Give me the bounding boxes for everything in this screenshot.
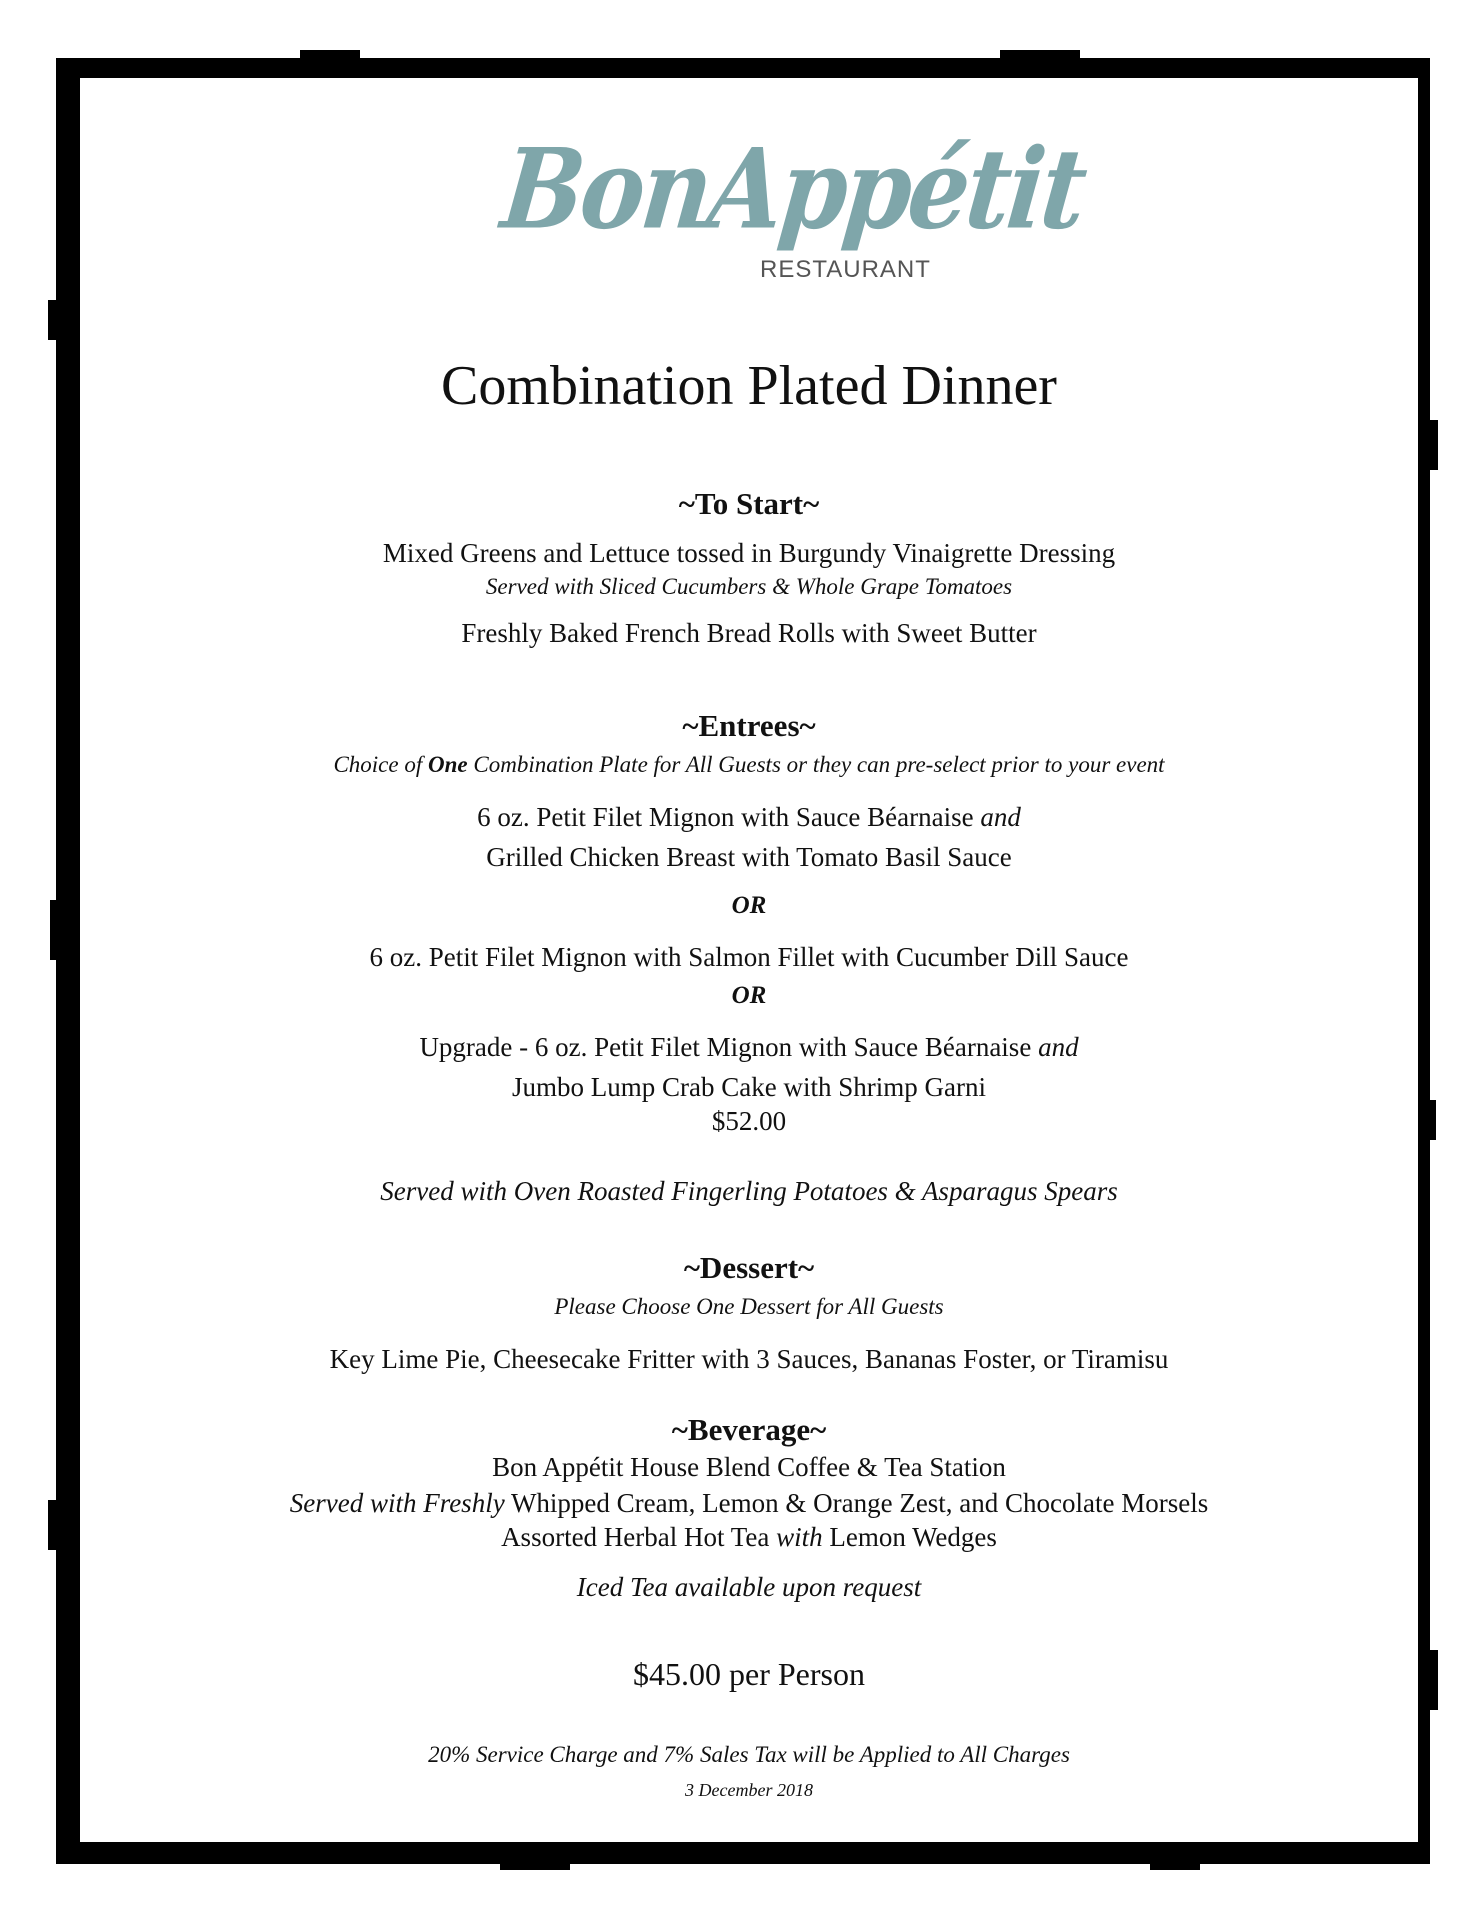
border-bump <box>50 900 62 960</box>
choice-pre: Choice of <box>333 752 428 777</box>
border-bump <box>1000 50 1080 62</box>
border-bump <box>300 50 360 62</box>
salad-line: Mixed Greens and Lettuce tossed in Burgundy Vinaigrette Dressing <box>382 538 1116 568</box>
coffee-line: Bon Appétit House Blend Coffee & Tea Station <box>492 1452 1006 1482</box>
dessert-note: Please Choose One Dessert for All Guests <box>554 1294 944 1319</box>
combo1-line1 <box>80 802 1418 833</box>
bread-line: Freshly Baked French Bread Rolls with Sweet Butter <box>461 618 1037 648</box>
combo3-and: and <box>1038 1032 1079 1062</box>
combo1-line2: Grilled Chicken Breast with Tomato Basil Sauce <box>486 842 1012 872</box>
page-title: Combination Plated Dinner <box>441 355 1057 417</box>
tea-post: Lemon Wedges <box>822 1522 997 1552</box>
served-rest: Whipped Cream, Lemon & Orange Zest, and Chocolate Morsels <box>504 1488 1209 1518</box>
choice-bold: One <box>428 752 468 777</box>
border-bump <box>1424 1650 1438 1710</box>
border-bump <box>1150 1858 1200 1870</box>
combo3-line2: Jumbo Lump Crab Cake with Shrimp Garni <box>512 1072 986 1102</box>
menu-content <box>80 78 1418 1842</box>
section-heading-dessert: ~Dessert~ <box>683 1250 815 1285</box>
per-person-price: $45.00 per Person <box>633 1656 865 1692</box>
section-heading-entrees: ~Entrees~ <box>682 708 816 743</box>
service-charge-note: 20% Service Charge and 7% Sales Tax will be Applied to All Charges <box>428 1742 1070 1767</box>
border-bump <box>1424 1100 1436 1140</box>
border-bump <box>48 300 62 340</box>
combo2-line: 6 oz. Petit Filet Mignon with Salmon Fillet with Cucumber Dill Sauce <box>369 942 1129 972</box>
border-bump <box>500 1858 570 1870</box>
combo1-text: 6 oz. Petit Filet Mignon with Sauce Béarnaise <box>477 802 981 832</box>
or-separator-2: OR <box>731 982 767 1009</box>
served-italic: Served with Freshly <box>289 1488 505 1518</box>
dessert-items: Key Lime Pie, Cheesecake Fritter with 3 Sauces, Bananas Foster, or Tiramisu <box>329 1344 1169 1374</box>
tea-line <box>80 1522 1418 1553</box>
border-bump <box>48 1500 62 1550</box>
section-heading-beverage: ~Beverage~ <box>671 1412 827 1447</box>
combo3-price: $52.00 <box>711 1106 787 1136</box>
combo3-text: Upgrade - 6 oz. Petit Filet Mignon with Sauce Béarnaise <box>419 1032 1039 1062</box>
menu-date: 3 December 2018 <box>685 1780 813 1800</box>
entree-sides: Served with Oven Roasted Fingerling Potatoes & Asparagus Spears <box>380 1176 1118 1206</box>
logo-script: BonAppétit <box>496 124 1090 254</box>
or-separator-1: OR <box>731 892 767 919</box>
served-line <box>80 1488 1418 1519</box>
logo-subtitle: RESTAURANT <box>760 256 931 283</box>
iced-tea-line: Iced Tea available upon request <box>576 1572 922 1602</box>
tea-with: with <box>776 1522 823 1552</box>
combo3-line1 <box>80 1032 1418 1063</box>
choice-post: Combination Plate for All Guests or they can pre-select prior to your event <box>467 752 1165 777</box>
section-heading-start: ~To Start~ <box>678 486 820 521</box>
tea-pre: Assorted Herbal Hot Tea <box>501 1522 777 1552</box>
salad-note: Served with Sliced Cucumbers & Whole Grape Tomatoes <box>485 574 1013 599</box>
entree-choice-note <box>80 752 1418 778</box>
border-bump <box>1424 420 1438 470</box>
combo1-and: and <box>980 802 1021 832</box>
